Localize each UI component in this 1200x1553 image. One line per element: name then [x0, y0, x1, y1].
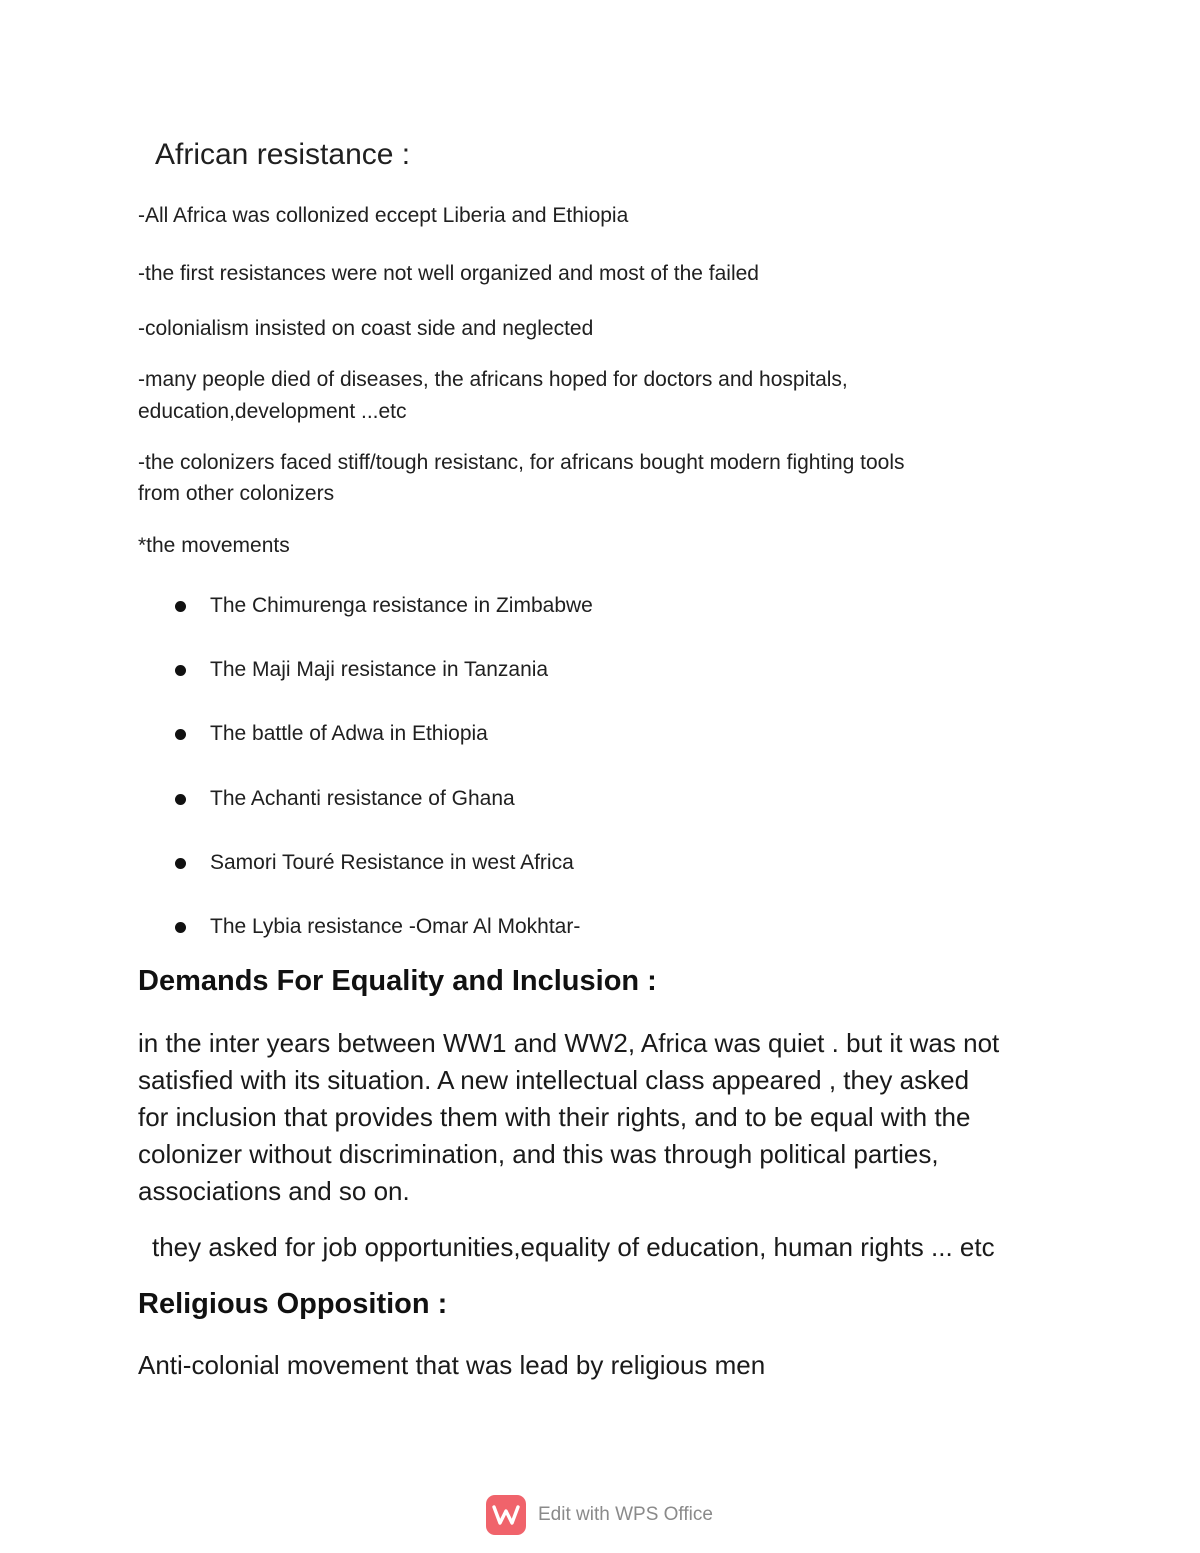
section-heading-religious: Religious Opposition :	[138, 1288, 448, 1320]
paragraph-line: Anti-colonial movement that was lead by religious men	[138, 1350, 766, 1380]
wps-logo-icon	[486, 1495, 526, 1535]
list-item-text: The battle of Adwa in Ethiopia	[210, 722, 488, 746]
document-title: African resistance :	[155, 138, 411, 171]
paragraph-line: colonizer without discrimination, and this was through political parties,	[138, 1139, 939, 1169]
bullet-icon	[175, 729, 186, 740]
intro-line: -colonialism insisted on coast side and neglected	[138, 317, 594, 340]
paragraph-line: they asked for job opportunities,equality of education, human rights ... etc	[152, 1232, 995, 1262]
section-heading-equality: Demands For Equality and Inclusion :	[138, 965, 657, 997]
bullet-icon	[175, 922, 186, 933]
paragraph-line: -many people died of diseases, the africans hoped for doctors and hospitals,	[138, 368, 848, 391]
paragraph-line: satisfied with its situation. A new intellectual class appeared , they asked	[138, 1065, 970, 1095]
list-item-text: The Chimurenga resistance in Zimbabwe	[210, 594, 593, 617]
intro-line: -the first resistances were not well organized and most of the failed	[138, 262, 759, 285]
paragraph-line: in the inter years between WW1 and WW2, Africa was quiet . but it was not	[138, 1028, 1000, 1058]
paragraph-line: associations and so on.	[138, 1176, 410, 1206]
wps-edit-banner[interactable]	[486, 1494, 713, 1536]
list-item-text: Samori Touré Resistance in west Africa	[210, 850, 574, 874]
movements-label: *the movements	[138, 534, 290, 557]
bullet-icon	[175, 794, 186, 805]
paragraph-line: for inclusion that provides them with their rights, and to be equal with the	[138, 1102, 971, 1132]
paragraph-line: from other colonizers	[138, 482, 335, 505]
wps-edit-label[interactable]: Edit with WPS Office	[538, 1504, 713, 1525]
paragraph-line: -the colonizers faced stiff/tough resistanc, for africans bought modern fighting tools	[138, 451, 905, 474]
list-item-text: The Lybia resistance -Omar Al Mokhtar-	[210, 914, 581, 938]
intro-line: -All Africa was collonized eccept Liberia and Ethiopia	[138, 204, 629, 227]
bullet-icon	[175, 665, 186, 676]
bullet-icon	[175, 601, 186, 612]
paragraph-line: education,development ...etc	[138, 400, 407, 423]
bullet-icon	[175, 858, 186, 869]
list-item-text: The Maji Maji resistance in Tanzania	[210, 658, 549, 682]
list-item-text: The Achanti resistance of Ghana	[210, 786, 515, 810]
